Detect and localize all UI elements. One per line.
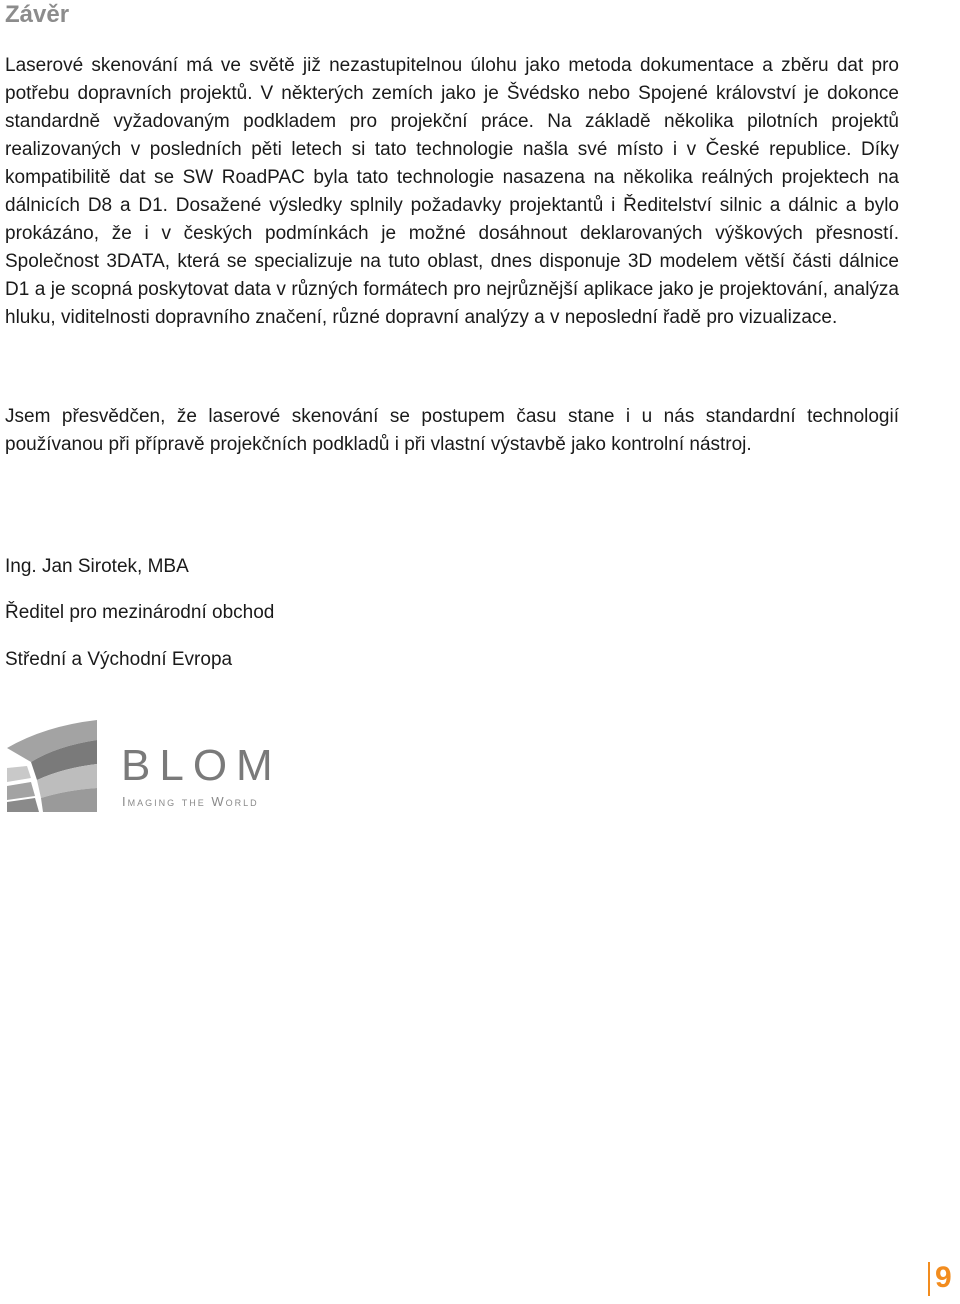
blom-logo-graphic — [5, 718, 305, 814]
logo-emblem-icon — [7, 720, 97, 812]
page-number-divider — [928, 1262, 930, 1296]
blom-logo — [5, 718, 305, 814]
signature-role: Ředitel pro mezinárodní obchod — [5, 602, 275, 623]
page-number-footer — [928, 1260, 960, 1300]
signature-name: Ing. Jan Sirotek, MBA — [5, 556, 189, 577]
page-number: 9 — [935, 1261, 952, 1294]
paragraph-outlook: Jsem přesvědčen, že laserové skenování se postupem času stane i u nás standardní technologií používanou při přípravě projekčních podkladů i při vlastní výstavbě jako kontrolní nástroj. — [5, 406, 899, 455]
logo-wordmark: BLOM — [121, 741, 282, 790]
signature-region: Střední a Východní Evropa — [5, 649, 233, 670]
paragraph-conclusion: Laserové skenování má ve světě již nezastupitelnou úlohu jako metoda dokumentace a zběru dat pro potřebu dopravních projektů. V některých zemích jako je Švédsko nebo Spojené království je dokonce standardně vyžadovaným podkladem pro projekční práce. Na základě několika pilotních projektů realizovaných v posledních pěti letech si tato technologie našla své místo i v České republice. Díky kompatibilitě dat se SW RoadPAC byla tato technologie nasazena na několika reálných projektech na dálnicích D8 a D1. Dosažené výsledky splnily požadavky projektantů i Ředitelství silnic a dálnic a bylo prokázáno, že i v českých podmínkách je možné dosáhnout deklarovaných výškových přesností. Společnost 3DATA, která se specializuje na tuto oblast, dnes disponuje 3D modelem větší části dálnice D1 a je scopná poskytovat data v různých formátech pro nejrůznější aplikace jako je projektování, analýza hluku, viditelnosti dopravního značení, různé dopravní analýzy a v neposlední řadě pro vizualizace. — [5, 55, 899, 328]
logo-tagline: Imaging the World — [122, 794, 259, 809]
section-heading: Závěr — [5, 1, 70, 28]
